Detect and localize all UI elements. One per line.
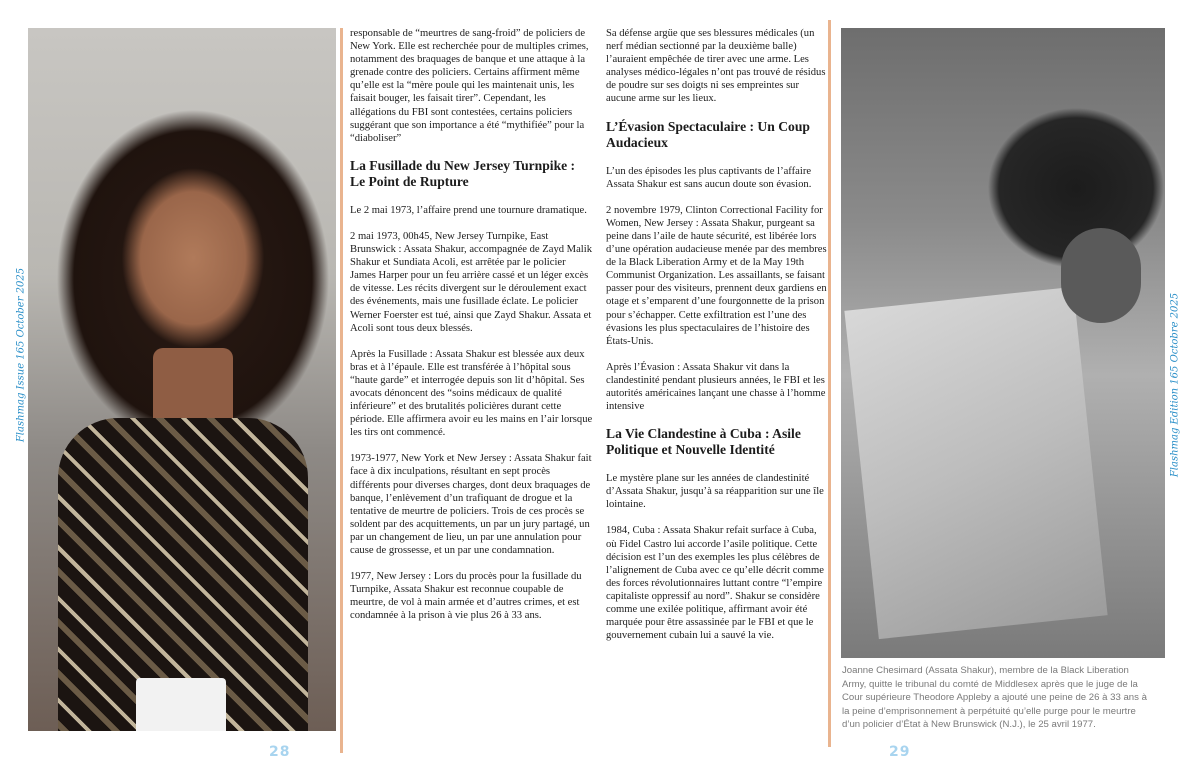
margin-label-right: Flashmag Edition 165 Octobre 2025 (1169, 292, 1181, 478)
section-heading-turnpike: La Fusillade du New Jersey Turnpike : Le Point de Rupture (350, 157, 576, 189)
portrait-photo-left (28, 28, 336, 731)
photo-papers-shape (844, 287, 1107, 639)
paragraph: 2 novembre 1979, Clinton Correctional Facility for Women, New Jersey : Assata Shakur, purgeant sa peine dans l’aile de haute sécurité, est libérée lors d’une opération audacieuse menée par des membres de la Black Liberation Army et de la May 19th Communist Organization. Les assaillants, se faisant passer pour des visiteurs, prennent deux gardiens en otage et s’emparent d’une fourgonnette de la prison pour s’échapper. Cette exfiltration est l’une des évasions les plus spectaculaires de l’histoire des États-Unis. (606, 204, 827, 347)
section-heading-cuba: La Vie Clandestine à Cuba : Asile Politique et Nouvelle Identité (606, 426, 801, 458)
photo-caption: Joanne Chesimard (Assata Shakur), membre de la Black Liberation Army, quitte le tribunal du comté de Middlesex après que le juge de la Cour supérieure Theodore Appleby a ajouté une peine de 26 à 33 ans à la peine d’emprisonnement à perpétuité qu’elle purge pour le meurtre d’un policier d’État à New Brunswick (N.J.), le 25 avril 1977. (842, 665, 1147, 730)
text-column-2 (606, 27, 828, 655)
page-number-left: 28 (269, 744, 291, 760)
column-rule-right (828, 20, 831, 747)
paragraph: Le 2 mai 1973, l’affaire prend une tournure dramatique. (350, 204, 587, 216)
text-column-1 (350, 27, 593, 635)
paragraph: 1977, New Jersey : Lors du procès pour la fusillade du Turnpike, Assata Shakur est reconnue coupable de meurtre, de vol à main armée et d’autres crimes, et est condamnée à la prison à vie plus 26 à 33 ans. (350, 571, 582, 622)
paragraph: L’un des épisodes les plus captivants de l’affaire Assata Shakur est sans aucun doute son évasion. (606, 165, 812, 190)
column-rule-left (340, 28, 343, 753)
photo-badge-shape (136, 678, 226, 731)
paragraph: 2 mai 1973, 00h45, New Jersey Turnpike, East Brunswick : Assata Shakur, accompagnée de Zayd Malik Shakur et Sundiata Acoli, est arrêtée par le policier James Harper pour un feu arrière cassé et un léger excès de vitesse. Les récits divergent sur le déroulement exact des événements, mais une fusillade éclate. Le policier Werner Foerster est tué, ainsi que Zayd Shakur. Assata et Acoli sont tous deux blessés. (350, 230, 592, 334)
paragraph: responsable de “meurtres de sang-froid” de policiers de New York. Elle est recherchée pour de multiples crimes, notamment des braquages de banque et une attaque à la grenade contre des policiers. Certains affirment même qu’elle est la “mère poule qui les maintenait unis, les faisait bouger, les faisait tirer”. Cependant, les allégations du FBI sont contestées, certains policiers suggérant que son importance a été “mythifiée” pour la “diaboliser” (350, 28, 589, 144)
paragraph: Après l’Évasion : Assata Shakur vit dans la clandestinité pendant plusieurs années, le FBI et les autorités américaines lançant une chasse à l’homme intensive (606, 361, 826, 413)
paragraph: Après la Fusillade : Assata Shakur est blessée aux deux bras et à l’épaule. Elle est transférée à l’hôpital sous “haute garde” et interrogée depuis son lit d’hôpital. Ses avocats dénoncent des “soins médicaux de qualité inférieure” et des brutalités policières durant cette période. Elle affirmera avoir eu les mains en l’air lorsque les tirs ont commencé. (350, 348, 593, 439)
paragraph: 1984, Cuba : Assata Shakur refait surface à Cuba, où Fidel Castro lui accorde l’asile politique. Cette décision est l’un des exemples les plus célèbres de l’alignement de Cuba avec ce qu’elle décrit comme des forces révolutionnaires luttant contre “l’empire capitaliste oppressif au nord”. Shakur se considère comme une exilée politique, affirmant avoir été marquée pour être assassinée par le FBI et que le gouvernement cubain lui a sauvé la vie. (606, 525, 824, 642)
paragraph: Sa défense argüe que ses blessures médicales (un nerf médian sectionné par la deuxième balle) l’auraient empêchée de tirer avec une arme. Les analyses médico-légales n’ont pas trouvé de résidus de poudre sur ses doigts ni ses empreintes sur aucune arme sur les lieux. (606, 28, 826, 105)
photo-face-shape (1061, 228, 1141, 323)
archive-photo-right (841, 28, 1165, 658)
page-number-right: 29 (889, 744, 911, 760)
paragraph: 1973-1977, New York et New Jersey : Assata Shakur fait face à dix inculpations, résultant en sept procès différents pour diverses charges, dont deux braquages de banque, l’enlèvement d’un trafiquant de drogue et la tentative de meurtre de policiers. Trois de ces procès se soldent par des acquittements, un par un jury partagé, un par un changement de lieu, un par une annulation pour cause de grossesse, et un par une condamnation. (350, 453, 592, 556)
margin-label-left: Flashmag Issue 165 October 2025 (15, 267, 27, 443)
section-heading-evasion: L’Évasion Spectaculaire : Un Coup Audacieux (606, 118, 810, 150)
paragraph: Le mystère plane sur les années de clandestinité d’Assata Shakur, jusqu’à sa réapparition sur une île lointaine. (606, 473, 824, 511)
